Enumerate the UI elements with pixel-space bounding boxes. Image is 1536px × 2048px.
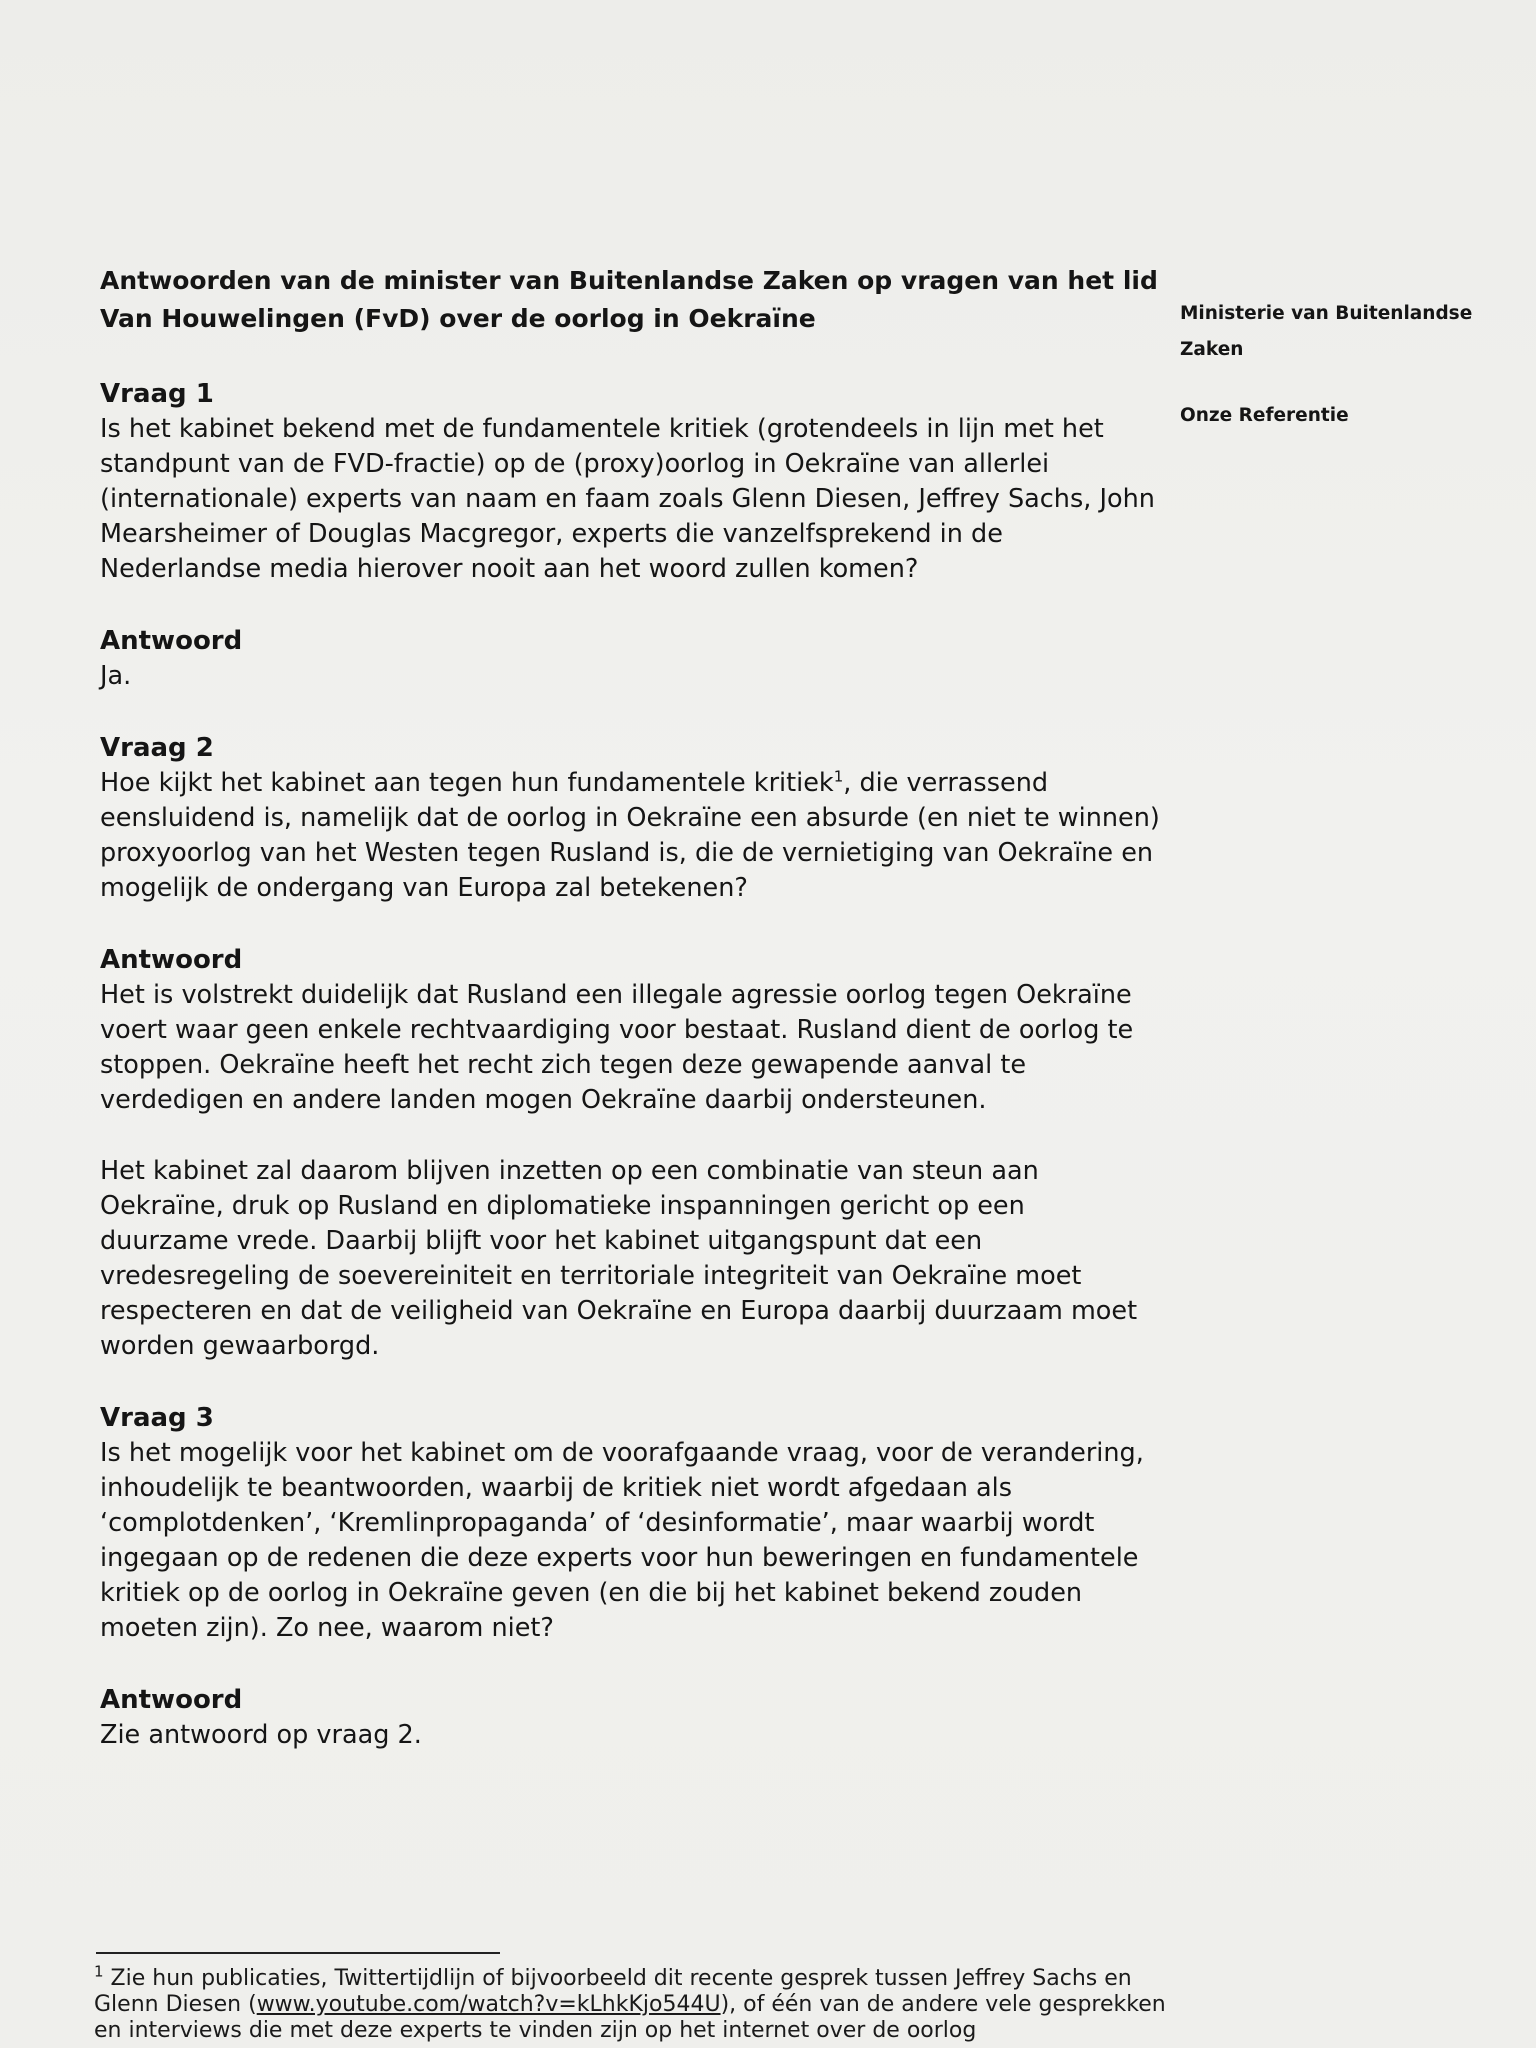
sidebar [1180,296,1500,434]
question-2-text [100,766,1160,906]
answer-3-text: Zie antwoord op vraag 2. [100,1720,422,1750]
question-2-text-start: Hoe kijkt het kabinet aan tegen hun fundamentele kritiek [100,768,834,798]
footnote-divider [96,1952,500,1954]
answer-2-heading: Antwoord [100,945,243,975]
question-3-text: Is het mogelijk voor het kabinet om de voorafgaande vraag, voor de verandering, inhoudelijk te beantwoorden, waarbij de kritiek niet wordt afgedaan als ‘complotdenken’, ‘Kremlinpropaganda’ of ‘desinformatie’, maar waarbij wordt ingegaan op de redenen die deze experts voor hun beweringen en fundamentele kritiek op de oorlog in Oekraïne geven (en die bij het kabinet bekend zouden moeten zijn). Zo nee, waarom niet? [100,1438,1144,1643]
footnote-text-start: Zie hun publicaties, Twittertijdlijn of bijvoorbeeld dit recente gesprek tussen Jeffrey Sachs en Glenn Diesen ( [94,1966,1132,2017]
footnote [94,1962,1194,2044]
footnote-mark: 1 [94,1962,104,1981]
question-1-heading: Vraag 1 [100,379,214,409]
question-1-text: Is het kabinet bekend met de fundamentele kritiek (grotendeels in lijn met het standpunt van de FVD-fractie) op de (proxy)oorlog in Oekraïne van allerlei (internationale) experts van naam en faam zoals Glenn Diesen, Jeffrey Sachs, John Mearsheimer of Douglas Macgregor, experts die vanzelfsprekend in de Nederlandse media hierover nooit aan het woord zullen komen? [100,414,1155,584]
footnote-text-end: ), of één van de andere vele gesprekken en interviews die met deze experts te vinden zijn op het internet over de oorlog [94,1992,1166,2043]
answer-1-heading: Antwoord [100,626,243,656]
answer-3-heading: Antwoord [100,1685,243,1715]
answer-2-paragraph-1: Het is volstrekt duidelijk dat Rusland een illegale agressie oorlog tegen Oekraïne voert waar geen enkele rechtvaardiging voor bestaat. Rusland dient de oorlog te stoppen. Oekraïne heeft het recht zich tegen deze gewapende aanval te verdedigen en andere landen mogen Oekraïne daarbij ondersteunen. [100,980,1134,1115]
answer-2-paragraph-2: Het kabinet zal daarom blijven inzetten op een combinatie van steun aan Oekraïne, druk op Rusland en diplomatieke inspanningen gericht op een duurzame vrede. Daarbij blijft voor het kabinet uitgangspunt dat een vredesregeling de soevereiniteit en territoriale integriteit van Oekraïne moet respecteren en dat de veiligheid van Oekraïne en Europa daarbij duurzaam moet worden gewaarborgd. [100,1156,1138,1361]
question-2-text-end: , die verrassend eensluidend is, namelijk dat de oorlog in Oekraïne een absurde (en niet te winnen) proxyoorlog van het Westen tegen Rusland is, die de vernietiging van Oekraïne en mogelijk de ondergang van Europa zal betekenen? [100,768,1160,903]
answer-1-text: Ja. [100,661,132,691]
footnote-link[interactable]: www.youtube.com/watch?v=kLhkKjo544U [256,1992,721,2017]
question-2-heading: Vraag 2 [100,733,214,763]
ministry-name: Ministerie van Buitenlandse Zaken [1180,303,1473,360]
document-body [100,262,1160,1789]
reference-label: Onze Referentie [1180,405,1349,426]
question-3-heading: Vraag 3 [100,1403,214,1433]
footnote-reference[interactable]: 1 [833,767,844,786]
document-title: Antwoorden van de minister van Buitenlandse Zaken op vragen van het lid Van Houwelingen (FvD) over de oorlog in Oekraïne [100,266,1158,333]
